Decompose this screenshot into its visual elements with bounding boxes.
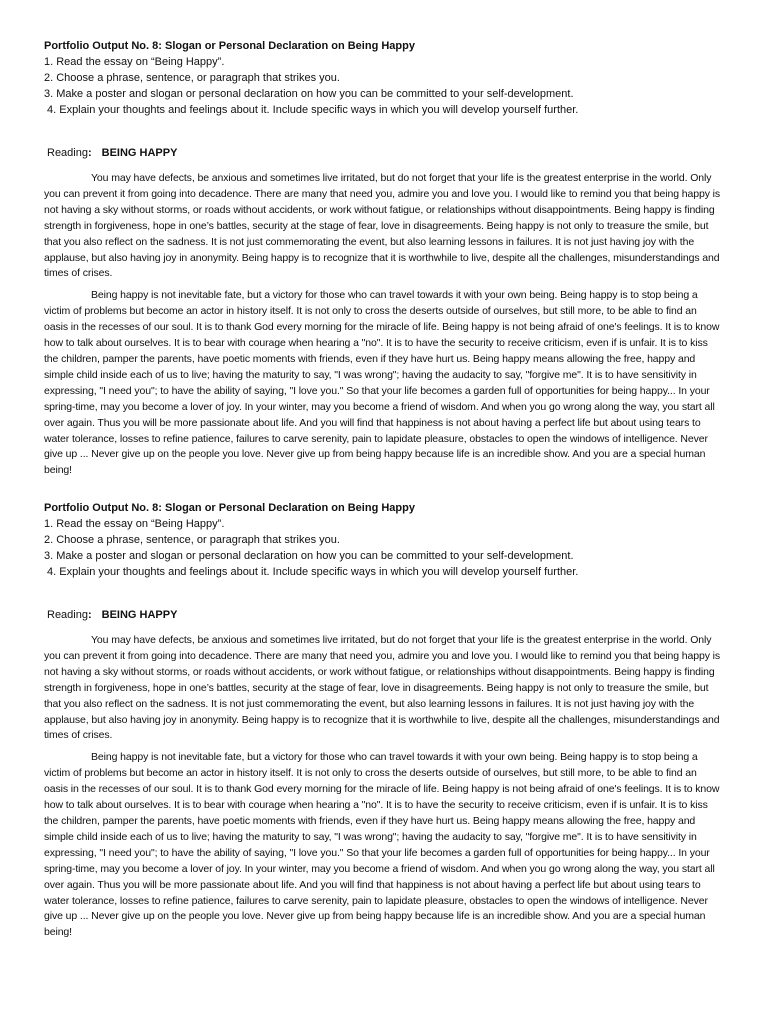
reading-colon: : xyxy=(87,147,92,159)
instruction-item: 1. Read the essay on “Being Happy”. xyxy=(44,518,225,530)
instruction-list xyxy=(44,54,722,118)
essay-body xyxy=(44,633,722,941)
essay-paragraph: Being happy is not inevitable fate, but a victory for those who can travel towards it with your own being. Being happy is to stop being a victim of problems but become an actor in history itself. It is not only to cross the deserts outside of ourselves, but still more, to be able to find an oasis in the recesses of our soul. It is to thank God every morning for the miracle of life. Being happy is not being afraid of one's feelings. It is to know how to talk about ourselves. It is to bear with courage when hearing a "no". It is to have the security to receive criticism, even if is unfair. It is to kiss the children, pamper the parents, have poetic moments with friends, even if they have hurt us. Being happy means allowing the free, happy and simple child inside each of us to live; having the maturity to say, "I was wrong"; having the audacity to say, "forgive me". It is to have sensitivity in expressing, "I need you"; to have the ability of saying, "I love you." So that your life becomes a garden full of opportunities for being happy... In your spring-time, may you become a lover of joy. In your winter, may you become a friend of wisdom. And when you go wrong along the way, you start all over again. Thus you will be more passionate about life. And you will find that happiness is not about having a perfect life but about using tears to water tolerance, losses to refine patience, failures to carve serenity, pain to lapidate pleasure, obstacles to open the windows of intelligence. Never give up ... Never give up on the people you love. Never give up from being happy because life is an incredible show. And you are a special human being! xyxy=(44,289,720,477)
instruction-list xyxy=(44,516,722,580)
reading-title xyxy=(47,145,722,161)
section-heading: Portfolio Output No. 8: Slogan or Personal Declaration on Being Happy xyxy=(44,502,415,514)
essay-paragraph: Being happy is not inevitable fate, but a victory for those who can travel towards it with your own being. Being happy is to stop being a victim of problems but become an actor in history itself. It is not only to cross the deserts outside of ourselves, but still more, to be able to find an oasis in the recesses of our soul. It is to thank God every morning for the miracle of life. Being happy is not being afraid of one's feelings. It is to know how to talk about ourselves. It is to bear with courage when hearing a "no". It is to have the security to receive criticism, even if is unfair. It is to kiss the children, pamper the parents, have poetic moments with friends, even if they have hurt us. Being happy means allowing the free, happy and simple child inside each of us to live; having the maturity to say, "I was wrong"; having the audacity to say, "forgive me". It is to have sensitivity in expressing, "I need you"; to have the ability of saying, "I love you." So that your life becomes a garden full of opportunities for being happy... In your spring-time, may you become a lover of joy. In your winter, may you become a friend of wisdom. And when you go wrong along the way, you start all over again. Thus you will be more passionate about life. And you will find that happiness is not about having a perfect life but about using tears to water tolerance, losses to refine patience, failures to carve serenity, pain to lapidate pleasure, obstacles to open the windows of intelligence. Never give up ... Never give up on the people you love. Never give up from being happy because life is an incredible show. And you are a special human being! xyxy=(44,751,720,939)
reading-label: Reading xyxy=(47,147,88,159)
instruction-item: 2. Choose a phrase, sentence, or paragraph that strikes you. xyxy=(44,534,340,546)
essay-title: BEING HAPPY xyxy=(101,609,178,621)
portfolio-section xyxy=(44,500,722,947)
essay-paragraph: You may have defects, be anxious and sometimes live irritated, but do not forget that your life is the greatest enterprise in the world. Only you can prevent it from going into decadence. There are many that need you, admire you and love you. I would like to remind you that being happy is not having a sky without storms, or roads without accidents, or work without fatigue, or relationships without disappointments. Being happy is finding strength in forgiveness, hope in one’s battles, security at the stage of fear, love in disagreements. Being happy is not only to treasure the smile, but that you also reflect on the sadness. It is not just commemorating the event, but also learning lessons in failures. It is not just having joy with the applause, but also having joy in anonymity. Being happy is to recognize that it is worthwhile to live, despite all the challenges, misunderstandings and times of crises. xyxy=(44,634,721,742)
portfolio-section xyxy=(44,38,722,485)
instruction-item: 2. Choose a phrase, sentence, or paragraph that strikes you. xyxy=(44,72,340,84)
essay-title: BEING HAPPY xyxy=(101,147,178,159)
reading-title xyxy=(47,607,722,623)
instruction-item: 1. Read the essay on “Being Happy”. xyxy=(44,56,225,68)
instruction-item: 4. Explain your thoughts and feelings about it. Include specific ways in which you will develop yourself further. xyxy=(47,566,579,578)
reading-colon: : xyxy=(87,609,92,621)
instruction-item: 3. Make a poster and slogan or personal declaration on how you can be committed to your self-development. xyxy=(44,88,574,100)
essay-body xyxy=(44,171,722,479)
instruction-item: 4. Explain your thoughts and feelings about it. Include specific ways in which you will develop yourself further. xyxy=(47,104,579,116)
essay-paragraph: You may have defects, be anxious and sometimes live irritated, but do not forget that your life is the greatest enterprise in the world. Only you can prevent it from going into decadence. There are many that need you, admire you and love you. I would like to remind you that being happy is not having a sky without storms, or roads without accidents, or work without fatigue, or relationships without disappointments. Being happy is finding strength in forgiveness, hope in one’s battles, security at the stage of fear, love in disagreements. Being happy is not only to treasure the smile, but that you also reflect on the sadness. It is not just commemorating the event, but also learning lessons in failures. It is not just having joy with the applause, but also having joy in anonymity. Being happy is to recognize that it is worthwhile to live, despite all the challenges, misunderstandings and times of crises. xyxy=(44,172,721,280)
reading-label: Reading xyxy=(47,609,88,621)
instruction-item: 3. Make a poster and slogan or personal declaration on how you can be committed to your self-development. xyxy=(44,550,574,562)
section-heading: Portfolio Output No. 8: Slogan or Personal Declaration on Being Happy xyxy=(44,40,415,52)
